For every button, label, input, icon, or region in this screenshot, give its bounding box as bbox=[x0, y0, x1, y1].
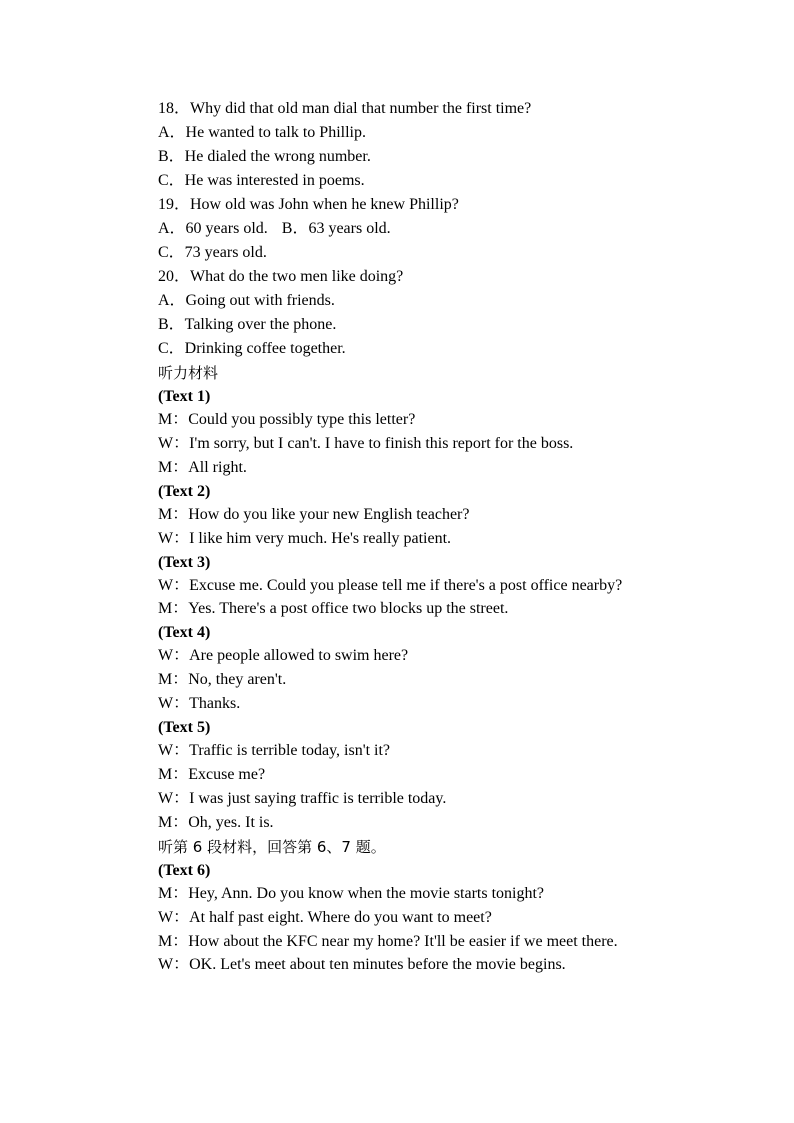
text-2-line: M：How do you like your new English teacher? bbox=[158, 506, 470, 523]
question-20: 20．What do the two men like doing? bbox=[158, 268, 404, 285]
question-19-option-b: B．63 years old. bbox=[281, 220, 391, 237]
question-20-option-c: C．Drinking coffee together. bbox=[158, 340, 346, 357]
text-2-line: W：I like him very much. He's really patient. bbox=[158, 530, 452, 547]
text-6-line: M：Hey, Ann. Do you know when the movie starts tonight? bbox=[158, 885, 545, 902]
text-6-line: W：At half past eight. Where do you want to meet? bbox=[158, 909, 492, 926]
question-19-options-ab bbox=[0, 217, 794, 241]
text-4-label: (Text 4) bbox=[158, 624, 211, 641]
text-6-line: W：OK. Let's meet about ten minutes before the movie begins. bbox=[158, 956, 566, 973]
text-5-line: W：I was just saying traffic is terrible today. bbox=[158, 790, 447, 807]
text-6-instruction: 听第 6 段材料，回答第 6、7 题。 bbox=[158, 838, 386, 856]
text-4-line: W：Are people allowed to swim here? bbox=[158, 647, 409, 664]
text-4-line: W：Thanks. bbox=[158, 695, 241, 712]
text-1-line: W：I'm sorry, but I can't. I have to finish this report for the boss. bbox=[158, 435, 574, 452]
text-1-label: (Text 1) bbox=[158, 388, 211, 405]
question-20-option-a: A．Going out with friends. bbox=[158, 292, 335, 309]
question-18: 18．Why did that old man dial that number the first time? bbox=[158, 100, 532, 117]
text-1-line: M：Could you possibly type this letter? bbox=[158, 411, 416, 428]
text-3-label: (Text 3) bbox=[158, 554, 211, 571]
text-1-line: M：All right. bbox=[158, 459, 247, 476]
question-20-option-b: B．Talking over the phone. bbox=[158, 316, 337, 333]
question-18-option-c: C．He was interested in poems. bbox=[158, 172, 365, 189]
text-6-label: (Text 6) bbox=[158, 862, 211, 879]
section-heading: 听力材料 bbox=[158, 364, 219, 382]
document-body bbox=[0, 97, 794, 977]
text-5-line: M：Oh, yes. It is. bbox=[158, 814, 274, 831]
question-18-option-a: A．He wanted to talk to Phillip. bbox=[158, 124, 366, 141]
text-3-line: W：Excuse me. Could you please tell me if there's a post office nearby? bbox=[158, 577, 623, 594]
text-2-label: (Text 2) bbox=[158, 483, 211, 500]
question-19: 19．How old was John when he knew Phillip? bbox=[158, 196, 459, 213]
text-3-line: M：Yes. There's a post office two blocks up the street. bbox=[158, 600, 509, 617]
text-6-line: M：How about the KFC near my home? It'll be easier if we meet there. bbox=[158, 933, 618, 950]
text-5-line: M：Excuse me? bbox=[158, 766, 266, 783]
question-19-option-c: C．73 years old. bbox=[158, 244, 267, 261]
text-5-label: (Text 5) bbox=[158, 719, 211, 736]
text-5-line: W：Traffic is terrible today, isn't it? bbox=[158, 742, 391, 759]
question-19-option-a: A．60 years old. bbox=[158, 220, 268, 237]
text-4-line: M：No, they aren't. bbox=[158, 671, 287, 688]
question-18-option-b: B．He dialed the wrong number. bbox=[158, 148, 371, 165]
